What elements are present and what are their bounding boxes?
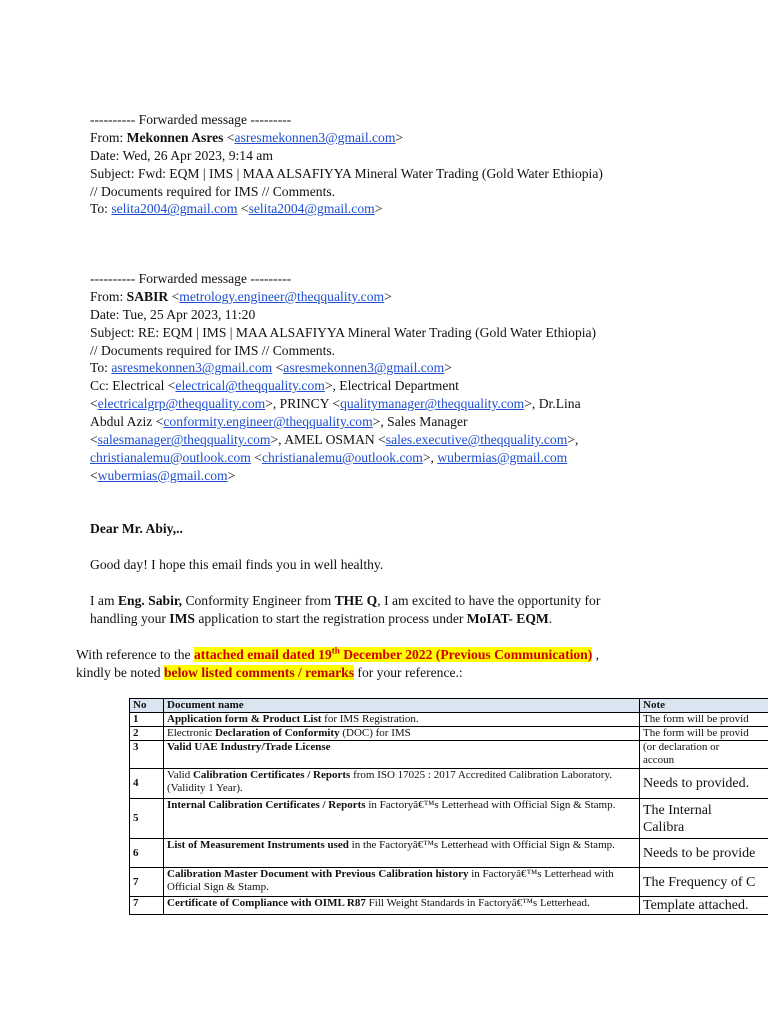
table-row: 2 Electronic Declaration of Conformity (DOC) for IMS The form will be provid — [130, 727, 768, 741]
recipient-email-link[interactable]: asresmekonnen3@gmail.com — [283, 360, 445, 376]
subject-line: Subject: RE: EQM | IMS | MAA ALSAFIYYA Mineral Water Trading (Gold Water Ethiopia) — [90, 324, 597, 340]
cc-email-link[interactable]: wubermias@gmail.com — [437, 449, 568, 465]
intro-paragraph: I am Eng. Sabir, Conformity Engineer from THE Q, I am excited to have the opportunity for handling your IMS application to start the registration process under MoIAT- EQM. — [90, 593, 601, 626]
cc-line: christianalemu@outlook.com <christianalemu@outlook.com>, wubermias@gmail.com — [90, 449, 568, 465]
table-row: 6 List of Measurement Instruments used in the Factoryâ€™s Letterhead with Official Sign & Stamp. Needs to be provide — [130, 839, 768, 868]
cc-email-link[interactable]: sales.executive@theqquality.com — [385, 432, 568, 448]
table-row: 7 Calibration Master Document with Previous Calibration history in Factoryâ€™s Letterhead with Official Sign & Stamp. The Frequency of C — [130, 868, 768, 897]
table-header-row — [130, 699, 768, 713]
header-note: Note — [640, 699, 768, 713]
forwarded-message-2 — [90, 270, 596, 485]
previous-communication: (Previous Communication) — [432, 647, 593, 662]
subject-line: Subject: Fwd: EQM | IMS | MAA ALSAFIYYA Mineral Water Trading (Gold Water Ethiopia) — [90, 165, 603, 181]
recipient-email-link[interactable]: selita2004@gmail.com — [111, 201, 238, 217]
table-row: 7 Certificate of Compliance with OIML R87 Fill Weight Standards in Factoryâ€™s Letterhead. Template attached. — [130, 897, 768, 915]
from-line: From: Mekonnen Asres <asresmekonnen3@gmail.com> — [90, 129, 404, 145]
date-line: Date: Tue, 25 Apr 2023, 11:20 — [90, 306, 256, 322]
documents-table — [129, 698, 768, 915]
table-row: 1 Application form & Product List for IMS Registration. The form will be provid — [130, 713, 768, 727]
cc-email-link[interactable]: electrical@theqquality.com — [175, 378, 325, 394]
cc-email-link[interactable]: wubermias@gmail.com — [97, 467, 228, 483]
good-day-line: Good day! I hope this email finds you in well healthy. — [90, 557, 384, 572]
cc-line: <salesmanager@theqquality.com>, AMEL OSMAN <sales.executive@theqquality.com>, — [90, 432, 579, 448]
cc-email-link[interactable]: christianalemu@outlook.com — [90, 449, 251, 465]
highlighted-remarks: below listed comments / remarks — [163, 665, 355, 680]
cc-line: <wubermias@gmail.com> — [90, 467, 236, 483]
subject-line-cont: // Documents required for IMS // Comments. — [90, 342, 336, 358]
forward-separator: ---------- Forwarded message --------- — [90, 271, 292, 286]
cc-line: <electricalgrp@theqquality.com>, PRINCY <qualitymanager@theqquality.com>, Dr.Lina — [90, 396, 581, 412]
cc-email-link[interactable]: electricalgrp@theqquality.com — [97, 396, 266, 412]
cc-email-link[interactable]: christianalemu@outlook.com — [261, 449, 423, 465]
date-line: Date: Wed, 26 Apr 2023, 9:14 am — [90, 147, 273, 163]
table-row: 3 Valid UAE Industry/Trade License (or declaration or accoun — [130, 741, 768, 769]
table-row: 5 Internal Calibration Certificates / Reports in Factoryâ€™s Letterhead with Official Sign & Stamp. The Internal Calibra — [130, 799, 768, 839]
sender-email-link[interactable]: metrology.engineer@theqquality.com — [179, 288, 385, 304]
cc-line: Abdul Aziz <conformity.engineer@theqquality.com>, Sales Manager — [90, 414, 468, 430]
sender-name: Mekonnen Asres — [126, 129, 224, 145]
reference-paragraph: With reference to the attached email dated 19th December 2022 (Previous Communication) , kindly be noted below listed comments / remarks for your reference.: — [76, 645, 600, 680]
recipient-email-link[interactable]: selita2004@gmail.com — [248, 201, 375, 217]
header-no: No — [130, 699, 164, 713]
to-line: To: asresmekonnen3@gmail.com <asresmekonnen3@gmail.com> — [90, 360, 452, 376]
cc-email-link[interactable]: conformity.engineer@theqquality.com — [163, 414, 373, 430]
from-line: From: SABIR <metrology.engineer@theqquality.com> — [90, 288, 392, 304]
cc-email-link[interactable]: salesmanager@theqquality.com — [97, 432, 271, 448]
recipient-email-link[interactable]: asresmekonnen3@gmail.com — [111, 360, 273, 376]
cc-email-link[interactable]: qualitymanager@theqquality.com — [340, 396, 525, 412]
highlighted-date: attached email dated 19th December 2022 — [193, 645, 433, 662]
greeting: Dear Mr. Abiy,.. — [90, 521, 183, 536]
sender-email-link[interactable]: asresmekonnen3@gmail.com — [234, 129, 396, 145]
sender-name: SABIR — [126, 288, 169, 304]
to-line: To: selita2004@gmail.com <selita2004@gmail.com> — [90, 201, 383, 217]
table-row: 4 Valid Calibration Certificates / Reports from ISO 17025 : 2017 Accredited Calibration Laboratory. (Validity 1 Year). Needs to provided. — [130, 769, 768, 799]
header-document-name: Document name — [164, 699, 640, 713]
forward-separator: ---------- Forwarded message --------- — [90, 112, 292, 127]
cc-line: Cc: Electrical <electrical@theqquality.com>, Electrical Department — [90, 378, 459, 394]
forwarded-message-1 — [90, 111, 603, 218]
subject-line-cont: // Documents required for IMS // Comments. — [90, 183, 336, 199]
